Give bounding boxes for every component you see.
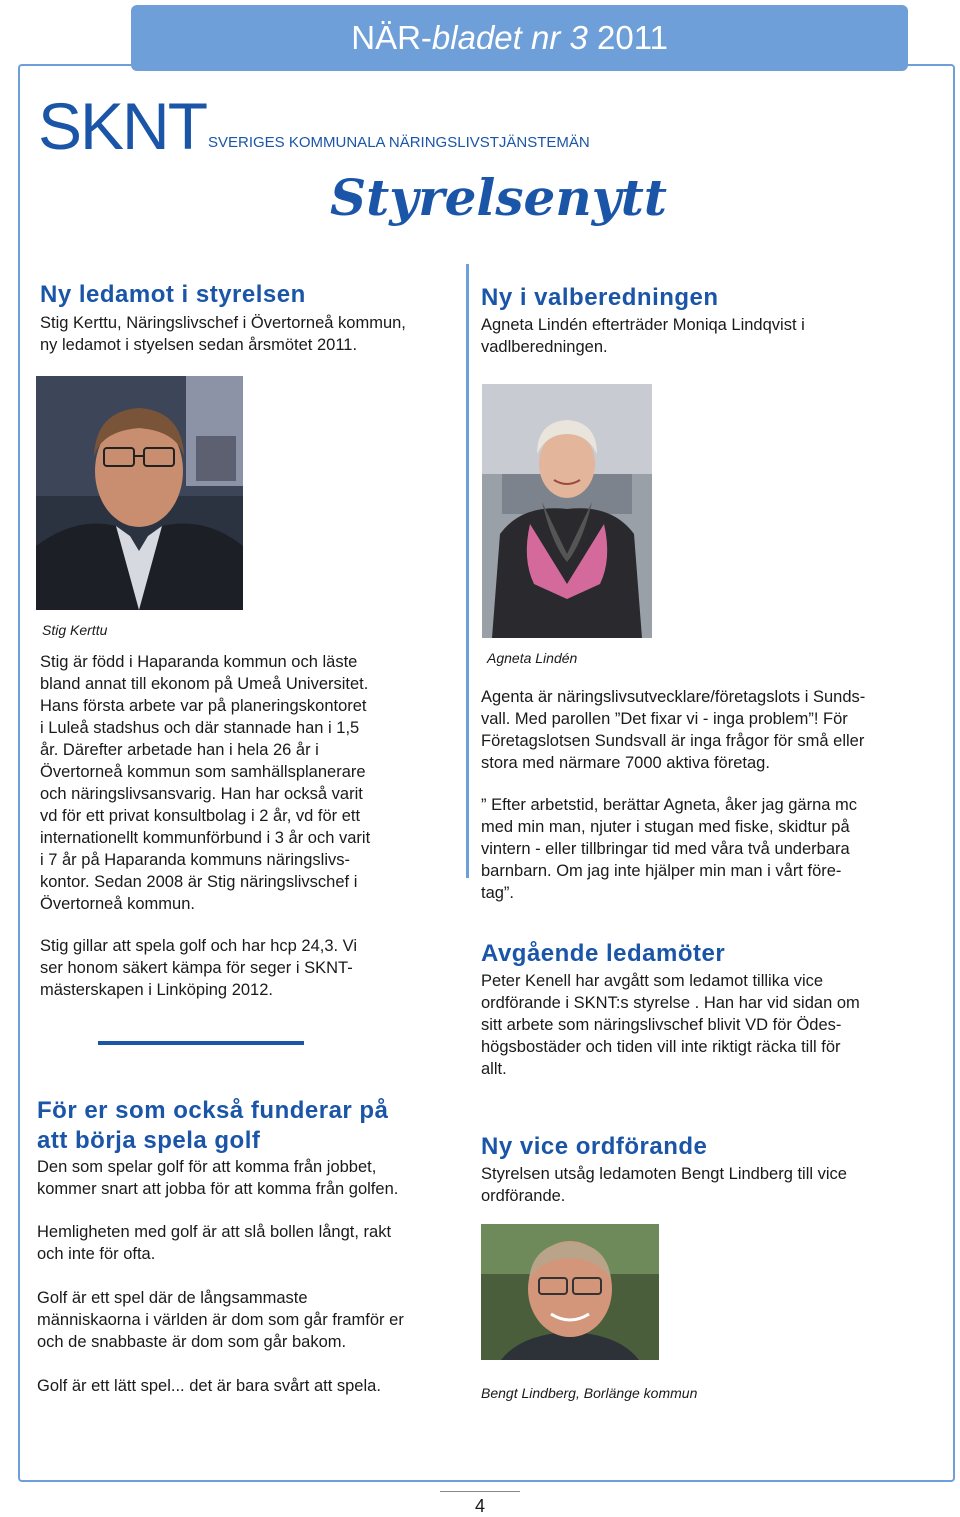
heading-new-board-member: Ny ledamot i styrelsen bbox=[40, 281, 306, 308]
text-line: Övertorneå kommun som samhällsplanerare bbox=[40, 763, 366, 781]
portrait-image bbox=[482, 384, 652, 638]
column-divider bbox=[466, 264, 469, 878]
text-line: ” Efter arbetstid, berättar Agneta, åker jag gärna mc bbox=[481, 796, 858, 814]
text-line: Hemligheten med golf är att slå bollen långt, rakt bbox=[37, 1223, 392, 1241]
caption-bengt: Bengt Lindberg, Borlänge kommun bbox=[481, 1385, 698, 1401]
issue-badge-year: 2011 bbox=[587, 19, 668, 56]
photo-stig-kerttu bbox=[36, 376, 243, 610]
logo-subtitle: SVERIGES KOMMUNALA NÄRINGSLIVSTJÄNSTEMÄN bbox=[208, 134, 590, 151]
golf-quote-2 bbox=[37, 1221, 391, 1265]
text-line: Golf är ett lätt spel... det är bara svårt att spela. bbox=[37, 1377, 381, 1395]
text-line: internationellt kommunförbund i 3 år och varit bbox=[40, 829, 371, 847]
issue-badge-prefix: NÄR- bbox=[351, 19, 432, 56]
golf-note-stig bbox=[40, 935, 357, 1001]
text-line: i Luleå stadshus och där stannade han i 1,5 bbox=[40, 719, 360, 737]
text-line: och näringslivsansvarig. Han har också varit bbox=[40, 785, 363, 803]
text-vice-chair bbox=[481, 1163, 847, 1207]
logo: SKNT bbox=[38, 89, 207, 163]
page-number: 4 bbox=[474, 1496, 485, 1516]
text-line: barnbarn. Om jag inte hjälper min man i vårt före- bbox=[481, 862, 842, 880]
bio-stig bbox=[40, 651, 370, 915]
text-line: ser honom säkert kämpa för seger i SKNT- bbox=[40, 959, 353, 977]
text-line: sitt arbete som näringslivschef blivit VD för Ödes- bbox=[481, 1016, 842, 1034]
text-line: vintern - eller tillbringar tid med våra två underbara bbox=[481, 840, 850, 858]
caption-stig: Stig Kerttu bbox=[42, 622, 108, 638]
text-line: Företagslotsen Sundsvall är inga frågor för små eller bbox=[481, 732, 865, 750]
text-line: och inte för ofta. bbox=[37, 1245, 156, 1263]
text-line: vall. Med parollen ”Det fixar vi - inga problem”! För bbox=[481, 710, 848, 728]
bio-agneta bbox=[481, 686, 865, 774]
text-line: Stig är född i Haparanda kommun och läste bbox=[40, 653, 358, 671]
portrait-image bbox=[36, 376, 243, 610]
text-line: allt. bbox=[481, 1060, 507, 1078]
text-line: vadlberedningen. bbox=[481, 338, 608, 356]
issue-badge bbox=[131, 5, 908, 71]
text-line: Agenta är näringslivsutvecklare/företagslots i Sunds- bbox=[481, 688, 866, 706]
text-line: Golf är ett spel där de långsammaste bbox=[37, 1289, 308, 1307]
text-line: högsbostäder och tiden vill inte riktigt räcka till för bbox=[481, 1038, 841, 1056]
heading-nomination-committee: Ny i valberedningen bbox=[481, 284, 719, 311]
text-line: i 7 år på Haparanda kommuns näringslivs- bbox=[40, 851, 350, 869]
quote-agneta bbox=[481, 794, 857, 904]
text-line: kommer snart att jobba för att komma från golfen. bbox=[37, 1180, 399, 1198]
text-line: med min man, njuter i stugan med fiske, skidtur på bbox=[481, 818, 850, 836]
text-line: bland annat till ekonom på Umeå Universitet. bbox=[40, 675, 369, 693]
issue-badge-italic: bladet nr 3 bbox=[431, 19, 588, 56]
heading-departing-members: Avgående ledamöter bbox=[481, 940, 726, 967]
text-line: stora med närmare 7000 aktiva företag. bbox=[481, 754, 770, 772]
heading-line: att börja spela golf bbox=[37, 1127, 261, 1154]
intro-stig bbox=[40, 312, 406, 356]
text-line: vd för ett privat konsultbolag i 2 år, vd för ett bbox=[40, 807, 361, 825]
text-line: Stig gillar att spela golf och har hcp 24,3. Vi bbox=[40, 937, 358, 955]
text-line: Den som spelar golf för att komma från jobbet, bbox=[37, 1158, 377, 1176]
text-departing bbox=[481, 970, 860, 1080]
photo-agneta-linden bbox=[482, 384, 652, 638]
page-number-rule bbox=[440, 1491, 520, 1492]
text-line: och de snabbaste är dom som går bakom. bbox=[37, 1333, 347, 1351]
heading-golf bbox=[37, 1096, 388, 1156]
page-title: Styrelsenytt bbox=[330, 168, 667, 227]
text-line: år. Därefter arbetade han i hela 26 år i bbox=[40, 741, 319, 759]
text-line: Övertorneå kommun. bbox=[40, 895, 195, 913]
text-line: ordförande. bbox=[481, 1187, 566, 1205]
text-line: Styrelsen utsåg ledamoten Bengt Lindberg till vice bbox=[481, 1165, 847, 1183]
heading-vice-chair: Ny vice ordförande bbox=[481, 1133, 708, 1160]
golf-quote-4 bbox=[37, 1375, 381, 1397]
text-line: mästerskapen i Linköping 2012. bbox=[40, 981, 273, 999]
section-divider bbox=[98, 1041, 304, 1045]
text-line: Agneta Lindén efterträder Moniqa Lindqvist i bbox=[481, 316, 805, 334]
text-line: ny ledamot i styelsen sedan årsmötet 2011. bbox=[40, 336, 358, 354]
text-line: Hans första arbete var på planeringskontoret bbox=[40, 697, 367, 715]
golf-quote-1 bbox=[37, 1156, 398, 1200]
text-line: Stig Kerttu, Näringslivschef i Övertorneå kommun, bbox=[40, 314, 406, 332]
text-line: kontor. Sedan 2008 är Stig näringslivschef i bbox=[40, 873, 358, 891]
heading-line: För er som också funderar på bbox=[37, 1097, 389, 1124]
text-line: ordförande i SKNT:s styrelse . Han har vid sidan om bbox=[481, 994, 860, 1012]
text-line: människaorna i världen är dom som går framför er bbox=[37, 1311, 404, 1329]
caption-agneta: Agneta Lindén bbox=[487, 650, 578, 666]
portrait-image bbox=[481, 1224, 659, 1360]
golf-quote-3 bbox=[37, 1287, 404, 1353]
photo-bengt-lindberg bbox=[481, 1224, 659, 1360]
text-line: Peter Kenell har avgått som ledamot tillika vice bbox=[481, 972, 824, 990]
intro-agneta bbox=[481, 314, 805, 358]
text-line: tag”. bbox=[481, 884, 515, 902]
